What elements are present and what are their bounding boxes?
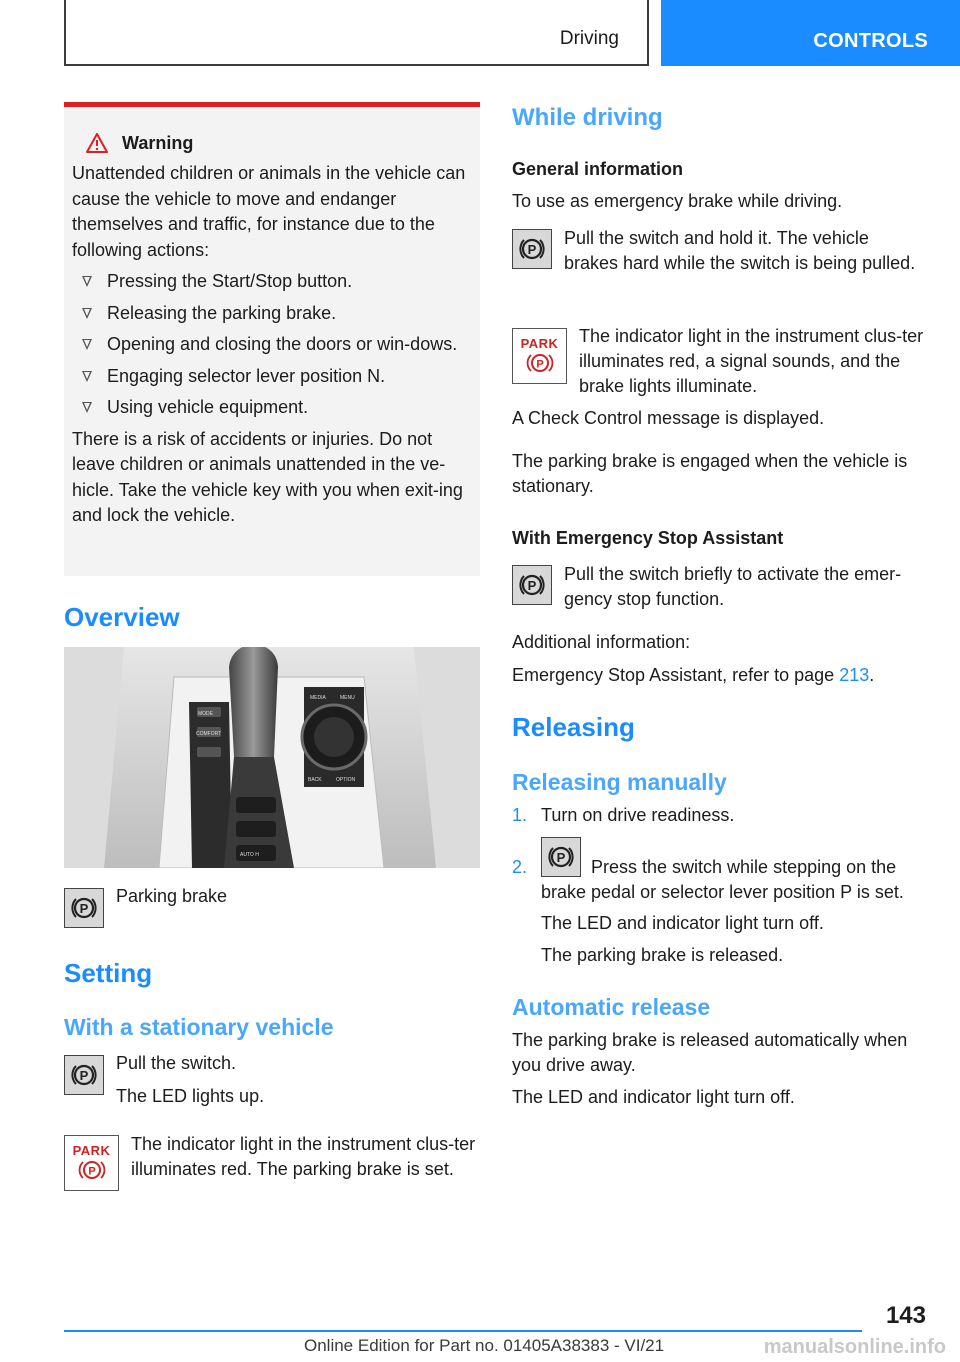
driving-indicator-text: The indicator light in the instrument clus‐ter illuminates red, a signal sounds, and the brake lights illuminate.: [579, 326, 924, 396]
parking-brake-caption: Parking brake: [116, 886, 228, 906]
pull-switch-text: Pull the switch.: [116, 1053, 237, 1073]
svg-text:P: P: [79, 901, 89, 916]
step-number: 2.: [512, 857, 528, 877]
list-item: Pressing the Start/Stop button.: [72, 269, 472, 295]
mode-label: MODE: [198, 711, 213, 717]
list-item: Engaging selector lever position N.: [72, 364, 472, 390]
svg-text:P: P: [79, 1068, 89, 1083]
setting-indicator-text: The indicator light in the instrument clus‐ter illuminates red. The parking brake is set.: [131, 1134, 476, 1179]
warning-title: Warning: [86, 131, 472, 155]
general-info-text: To use as emergency brake while driving.: [512, 191, 843, 211]
list-item: Opening and closing the doors or win‐dows.: [72, 332, 472, 358]
pull-hold-text: Pull the switch and hold it. The vehicle brakes hard while the switch is being pulled.: [564, 228, 916, 273]
back-label: BACK: [308, 777, 322, 783]
while-driving-heading: While driving: [512, 104, 663, 131]
overview-heading: Overview: [64, 602, 180, 632]
auto-release-text-2: The LED and indicator light turn off.: [512, 1087, 795, 1107]
check-control-text: A Check Control message is displayed.: [512, 408, 825, 428]
bullet-triangle-icon: [82, 402, 92, 413]
svg-text:P: P: [527, 578, 537, 593]
parking-brake-icon: [64, 888, 104, 928]
automatic-release-subheading: Automatic release: [512, 994, 711, 1020]
releasing-manually-subheading: Releasing manually: [512, 769, 727, 795]
footer-rule: [64, 1330, 862, 1332]
parking-brake-icon: [512, 565, 552, 605]
page-number: 143: [885, 1302, 926, 1329]
menu-label: MENU: [340, 695, 355, 701]
setting-heading: Setting: [64, 958, 153, 988]
general-info-title: General information: [512, 159, 684, 179]
section-title: Driving: [559, 28, 619, 49]
list-item: Using vehicle equipment.: [72, 395, 472, 421]
stationary-subheading: With a stationary vehicle: [64, 1014, 334, 1040]
park-indicator-icon: PARK P: [64, 1135, 119, 1191]
warning-outro: There is a risk of accidents or injuries. Do not leave children or animals unattended in the ve‐hicle. Take the vehicle key with you when exit‐ing and lock the vehicle.: [72, 428, 463, 525]
led-text: The LED lights up.: [116, 1086, 265, 1106]
warning-list: [72, 269, 472, 421]
parking-brake-icon: [512, 229, 552, 269]
bullet-triangle-icon: [82, 276, 92, 287]
chapter-title: CONTROLS: [813, 30, 928, 52]
bullet-triangle-icon: [82, 371, 92, 382]
warning-icon: [86, 133, 108, 153]
header-section-box: [64, 0, 649, 66]
park-indicator-icon: PARK P: [512, 328, 567, 384]
parking-brake-icon: [64, 1055, 104, 1095]
overview-photo: [64, 647, 480, 868]
step-number: 1.: [512, 805, 528, 825]
svg-text:P: P: [87, 1165, 96, 1178]
comfort-label: COMFORT: [196, 731, 222, 737]
svg-text:P: P: [535, 358, 544, 371]
releasing-heading: Releasing: [512, 712, 635, 742]
svg-text:P: P: [527, 242, 537, 257]
esa-text: Pull the switch briefly to activate the emer‐gency stop function.: [564, 564, 902, 609]
step-2-note-2: The parking brake is released.: [541, 945, 784, 965]
warning-box: [64, 102, 480, 576]
bullet-triangle-icon: [82, 308, 92, 319]
esa-title: With Emergency Stop Assistant: [512, 528, 784, 548]
warning-intro: Unattended children or animals in the vehicle can cause the vehicle to move and endanger themselves and traffic, for instance due to the following actions:: [72, 163, 466, 260]
additional-info-label: Additional information:: [512, 632, 691, 652]
auto-release-text: The parking brake is released automatically when you drive away.: [512, 1030, 908, 1075]
watermark: manualsonline.info: [763, 1336, 946, 1358]
media-label: MEDIA: [310, 695, 326, 701]
bullet-triangle-icon: [82, 339, 92, 350]
svg-text:P: P: [556, 850, 566, 865]
auto-h-label: AUTO H: [240, 852, 259, 858]
step-2-text: Press the switch while stepping on the brake pedal or selector lever position P is set.: [541, 857, 904, 902]
step-2-note-1: The LED and indicator light turn off.: [541, 913, 824, 933]
engaged-text: The parking brake is engaged when the vehicle is stationary.: [512, 451, 908, 496]
step-1-text: Turn on drive readiness.: [541, 805, 735, 825]
edition-text: Online Edition for Part no. 01405A38383 - VI/21: [304, 1336, 665, 1355]
list-item: Releasing the parking brake.: [72, 301, 472, 327]
center-console-illustration: [64, 647, 480, 868]
esa-reference: Emergency Stop Assistant, refer to page 213.: [512, 665, 875, 685]
page-link[interactable]: 213: [839, 665, 870, 685]
header-chapter-box: [661, 0, 960, 66]
option-label: OPTION: [336, 777, 356, 783]
